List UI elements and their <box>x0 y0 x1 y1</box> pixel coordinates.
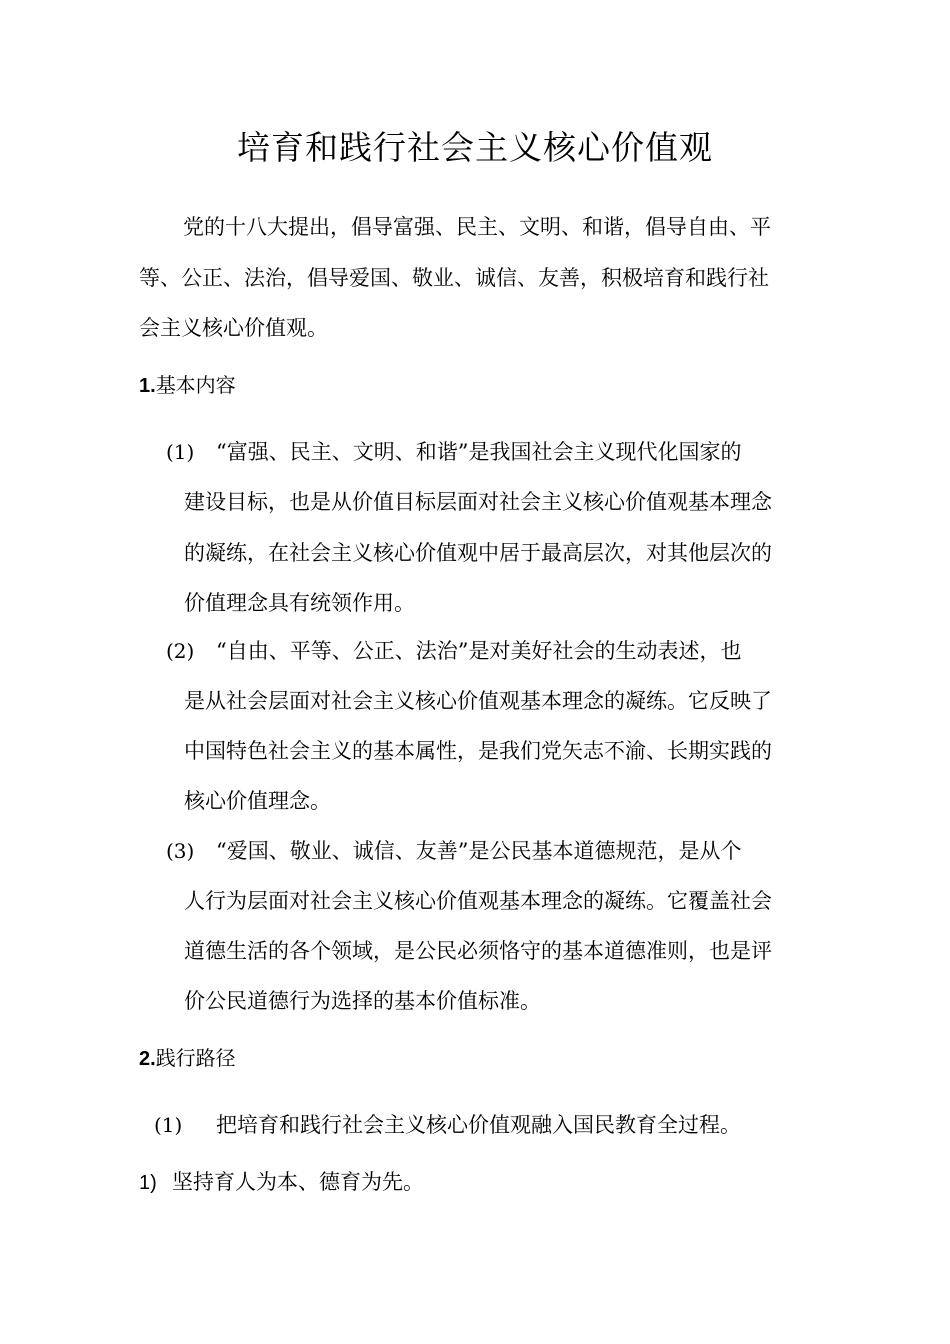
section-title: 基本内容 <box>155 373 236 397</box>
item-line: 价公民道德行为选择的基本价值标准。 <box>184 989 541 1013</box>
sub-item-marker: 1) <box>139 1172 157 1194</box>
section-heading-2 <box>139 1045 236 1072</box>
item-line: 核心价值理念。 <box>184 789 331 813</box>
intro-line: 党的十八大提出，倡导富强、民主、文明、和谐，倡导自由、平 <box>183 215 771 239</box>
item-line: 的凝练，在社会主义核心价值观中居于最高层次，对其他层次的 <box>184 541 772 565</box>
item-marker: (3) <box>166 839 195 863</box>
section-title: 践行路径 <box>155 1046 236 1070</box>
document-title: 培育和践行社会主义核心价值观 <box>237 128 713 167</box>
item-line: 价值理念具有统领作用。 <box>184 591 415 615</box>
item-line: “自由、平等、公正、法治”是对美好社会的生动表述，也 <box>216 639 742 663</box>
item-line: 中国特色社会主义的基本属性，是我们党矢志不渝、长期实践的 <box>184 739 772 763</box>
intro-line: 会主义核心价值观。 <box>139 316 328 340</box>
section-heading-1 <box>139 372 236 399</box>
section-number: 2. <box>139 1048 156 1070</box>
item-marker: (2) <box>166 639 195 663</box>
item-line: “富强、民主、文明、和谐”是我国社会主义现代化国家的 <box>216 440 742 464</box>
item-line: 是从社会层面对社会主义核心价值观基本理念的凝练。它反映了 <box>184 689 772 713</box>
item-line: 人行为层面对社会主义核心价值观基本理念的凝练。它覆盖社会 <box>184 889 772 913</box>
item-marker: (1) <box>154 1113 183 1137</box>
item-marker: (1) <box>166 440 195 464</box>
item-line: 把培育和践行社会主义核心价值观融入国民教育全过程。 <box>216 1113 741 1137</box>
section-number: 1. <box>139 375 156 397</box>
item-line: 道德生活的各个领域，是公民必须恪守的基本道德准则，也是评 <box>184 939 772 963</box>
intro-line: 等、公正、法治，倡导爱国、敬业、诚信、友善，积极培育和践行社 <box>139 266 769 290</box>
item-line: 建设目标，也是从价值目标层面对社会主义核心价值观基本理念 <box>184 490 772 514</box>
sub-item-line: 坚持育人为本、德育为先。 <box>172 1170 424 1194</box>
item-line: “爱国、敬业、诚信、友善”是公民基本道德规范，是从个 <box>216 839 742 863</box>
